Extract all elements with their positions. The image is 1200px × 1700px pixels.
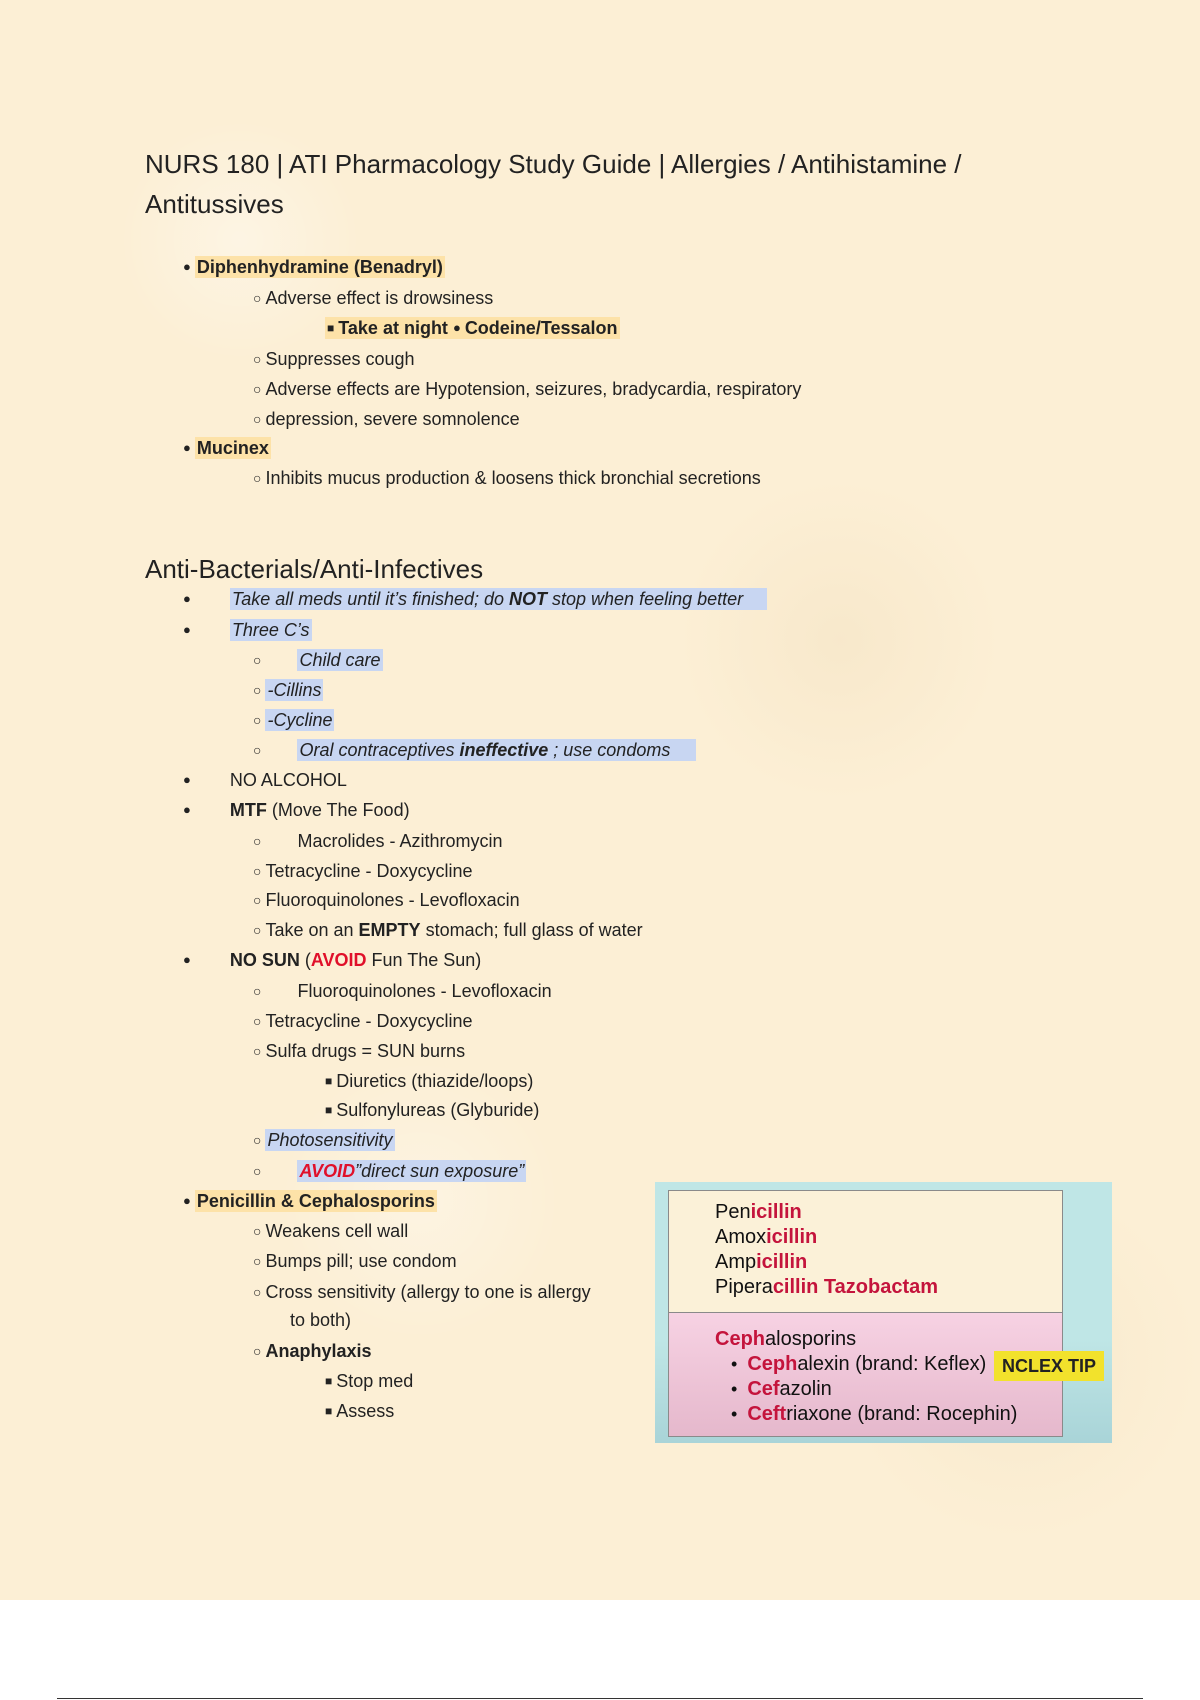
list-item [183, 435, 271, 463]
drug-stem: icillin [766, 1226, 818, 1248]
square-bullet-icon [325, 1368, 332, 1396]
list-item-text: Adverse effects are Hypotension, seizures, bradycardia, respiratory [265, 379, 802, 399]
list-item [325, 1097, 539, 1125]
list-item [253, 285, 493, 312]
list-item-text: -Cillins [267, 680, 322, 700]
bullet-icon [731, 1353, 747, 1375]
warning-text: AVOID [299, 1161, 356, 1181]
bullet-icon [183, 797, 191, 825]
list-item [253, 828, 503, 855]
list-item [183, 947, 481, 975]
square-bullet-icon [325, 1097, 332, 1125]
list-item-text: Fluoroquinolones - Levofloxacin [297, 981, 552, 1001]
square-bullet-icon [325, 1398, 332, 1426]
list-item-text: Macrolides - Azithromycin [297, 831, 503, 851]
list-item-text: Take on an [265, 920, 359, 940]
drug-prefix: Ceph [715, 1328, 765, 1350]
list-item-text: Suppresses cough [265, 349, 415, 369]
page-title: NURS 180 | ATI Pharmacology Study Guide | Allergies / Antihistamine / Antitussives [145, 149, 962, 219]
cephalosporin-item [731, 1352, 986, 1377]
circle-bullet-icon [253, 858, 261, 885]
circle-bullet-icon [253, 917, 261, 944]
penicillin-item [715, 1225, 817, 1250]
list-item-text: NO ALCOHOL [229, 770, 347, 790]
bullet-icon [731, 1403, 747, 1425]
list-item [253, 1279, 591, 1306]
drug-prefix: Cef [747, 1378, 780, 1400]
drug-prefix: Amp [715, 1251, 757, 1273]
section-heading: Anti-Bacterials/Anti-Infectives [145, 554, 484, 584]
list-item [253, 1008, 473, 1035]
list-item-text: Oral contraceptives [299, 740, 460, 760]
list-item-text: Diuretics (thiazide/loops) [336, 1071, 534, 1091]
emphasis-text: NO SUN [229, 950, 300, 970]
highlight-note [230, 588, 767, 610]
drug-stem: alexin (brand: Keflex) [797, 1353, 987, 1375]
circle-bullet-icon [253, 1218, 261, 1245]
list-item [253, 1338, 372, 1365]
list-item [253, 346, 415, 373]
emphasis-text: MTF [229, 800, 267, 820]
bullet-icon [731, 1378, 747, 1400]
drug-stem: riaxone (brand: Rocephin) [786, 1403, 1018, 1425]
circle-bullet-icon [253, 1248, 261, 1275]
list-item [253, 707, 334, 734]
list-item [183, 797, 410, 825]
list-item [183, 586, 767, 614]
footer-divider [57, 1698, 1143, 1699]
circle-bullet-icon [253, 1158, 261, 1185]
circle-bullet-icon [253, 346, 261, 373]
emphasis-text: NOT [509, 589, 548, 609]
square-bullet-icon [325, 1068, 332, 1096]
bullet-icon [183, 586, 191, 614]
list-item-text: Take at night [338, 318, 448, 338]
list-item [183, 617, 312, 645]
list-item-text: Fun The Sun) [366, 950, 482, 970]
cephalosporin-item [731, 1402, 1017, 1427]
list-item [253, 917, 643, 944]
bullet-icon [183, 947, 191, 975]
emphasis-text: Anaphylaxis [265, 1341, 372, 1361]
list-item-text: stomach; full glass of water [420, 920, 643, 940]
list-item-text: Photosensitivity [267, 1130, 393, 1150]
list-item-text: (Move The Food) [266, 800, 410, 820]
list-item-text: Sulfonylureas (Glyburide) [336, 1100, 540, 1120]
list-item [253, 465, 761, 492]
bullet-icon [183, 1188, 191, 1216]
list-item [183, 767, 347, 795]
list-item [325, 1068, 533, 1096]
list-item [325, 315, 620, 343]
drug-stem: icillin [756, 1251, 808, 1273]
circle-bullet-icon [253, 1038, 261, 1065]
list-item-text: -Cycline [267, 710, 333, 730]
list-item-text: ( [299, 950, 311, 970]
list-item-text: Stop med [336, 1371, 414, 1391]
list-item-text: Tetracycline - Doxycycline [265, 1011, 473, 1031]
list-item-continuation: to both) [290, 1310, 352, 1330]
list-item [253, 677, 323, 704]
bullet-icon [453, 315, 461, 343]
list-item-text: stop when feeling better [547, 589, 744, 609]
list-item [253, 978, 552, 1005]
list-item [253, 858, 473, 885]
bullet-icon [183, 767, 191, 795]
highlight-note [297, 739, 696, 761]
circle-bullet-icon [253, 828, 261, 855]
list-item [183, 254, 445, 282]
square-bullet-icon [327, 315, 334, 343]
list-item [253, 1158, 526, 1185]
list-item [325, 1398, 394, 1426]
list-item-text: Sulfa drugs = SUN burns [265, 1041, 466, 1061]
bullet-icon [183, 617, 191, 645]
drug-name: Diphenhydramine (Benadryl) [196, 257, 443, 277]
circle-bullet-icon [253, 707, 261, 734]
circle-bullet-icon [253, 285, 261, 312]
list-item [253, 406, 520, 433]
circle-bullet-icon [253, 677, 261, 704]
drug-name: Penicillin & Cephalosporins [196, 1191, 435, 1211]
nclex-tip-badge: NCLEX TIP [994, 1351, 1104, 1381]
circle-bullet-icon [253, 1127, 261, 1154]
drug-stem: icillin [750, 1201, 802, 1223]
circle-bullet-icon [253, 737, 261, 764]
bullet-icon [183, 254, 191, 282]
circle-bullet-icon [253, 887, 261, 914]
circle-bullet-icon [253, 1338, 261, 1365]
circle-bullet-icon [253, 978, 261, 1005]
circle-bullet-icon [253, 376, 261, 403]
list-item-text: ; use condoms [548, 740, 671, 760]
highlight-note [325, 317, 620, 339]
circle-bullet-icon [253, 1008, 261, 1035]
list-item-text: Take all meds until it’s finished; do [231, 589, 510, 609]
drug-name: Mucinex [196, 438, 269, 458]
list-item-text: Adverse effect is drowsiness [265, 288, 494, 308]
list-item-text: depression, severe somnolence [265, 409, 520, 429]
bullet-icon [183, 435, 191, 463]
list-item [253, 737, 696, 764]
drug-stem: alosporins [765, 1328, 857, 1350]
drug-prefix: Pipera [715, 1276, 773, 1298]
list-item [183, 1188, 437, 1216]
emphasis-text: ineffective [459, 740, 549, 760]
list-item-text: Fluoroquinolones - Levofloxacin [265, 890, 520, 910]
penicillin-item [715, 1250, 807, 1275]
list-item [253, 1038, 465, 1065]
circle-bullet-icon [253, 1279, 261, 1306]
circle-bullet-icon [253, 647, 261, 674]
warning-text: AVOID [310, 950, 367, 970]
list-item-text: Child care [299, 650, 381, 670]
cephalosporin-heading [715, 1327, 856, 1352]
drug-stem: azolin [779, 1378, 832, 1400]
cephalosporin-item [731, 1377, 832, 1402]
circle-bullet-icon [253, 465, 261, 492]
list-item [253, 1218, 408, 1245]
list-item-text: ”direct sun exposure” [355, 1161, 525, 1181]
list-item [253, 647, 383, 674]
list-item-text: Assess [336, 1401, 395, 1421]
list-item [253, 1127, 395, 1154]
list-item-text: Inhibits mucus production & loosens thick bronchial secretions [265, 468, 761, 488]
list-item-text: Three C’s [231, 620, 310, 640]
list-item [253, 376, 801, 403]
list-item-text: Tetracycline - Doxycycline [265, 861, 473, 881]
list-item [325, 1368, 413, 1396]
emphasis-text: EMPTY [358, 920, 421, 940]
drug-prefix: Pen [715, 1201, 751, 1223]
circle-bullet-icon [253, 406, 261, 433]
penicillin-item [715, 1200, 802, 1225]
penicillin-item [715, 1275, 938, 1300]
list-item [253, 1248, 457, 1275]
list-item-text: Bumps pill; use condom [265, 1251, 457, 1271]
drug-stem: cillin Tazobactam [772, 1276, 939, 1298]
list-item-text: Cross sensitivity (allergy to one is allergy [265, 1282, 591, 1302]
drug-prefix: Amox [715, 1226, 767, 1248]
list-item-text: Weakens cell wall [265, 1221, 409, 1241]
drug-prefix: Ceph [747, 1353, 798, 1375]
highlight-note [297, 1160, 526, 1182]
drug-name: Codeine/Tessalon [464, 318, 618, 338]
drug-prefix: Ceft [747, 1403, 787, 1425]
list-item [253, 887, 520, 914]
